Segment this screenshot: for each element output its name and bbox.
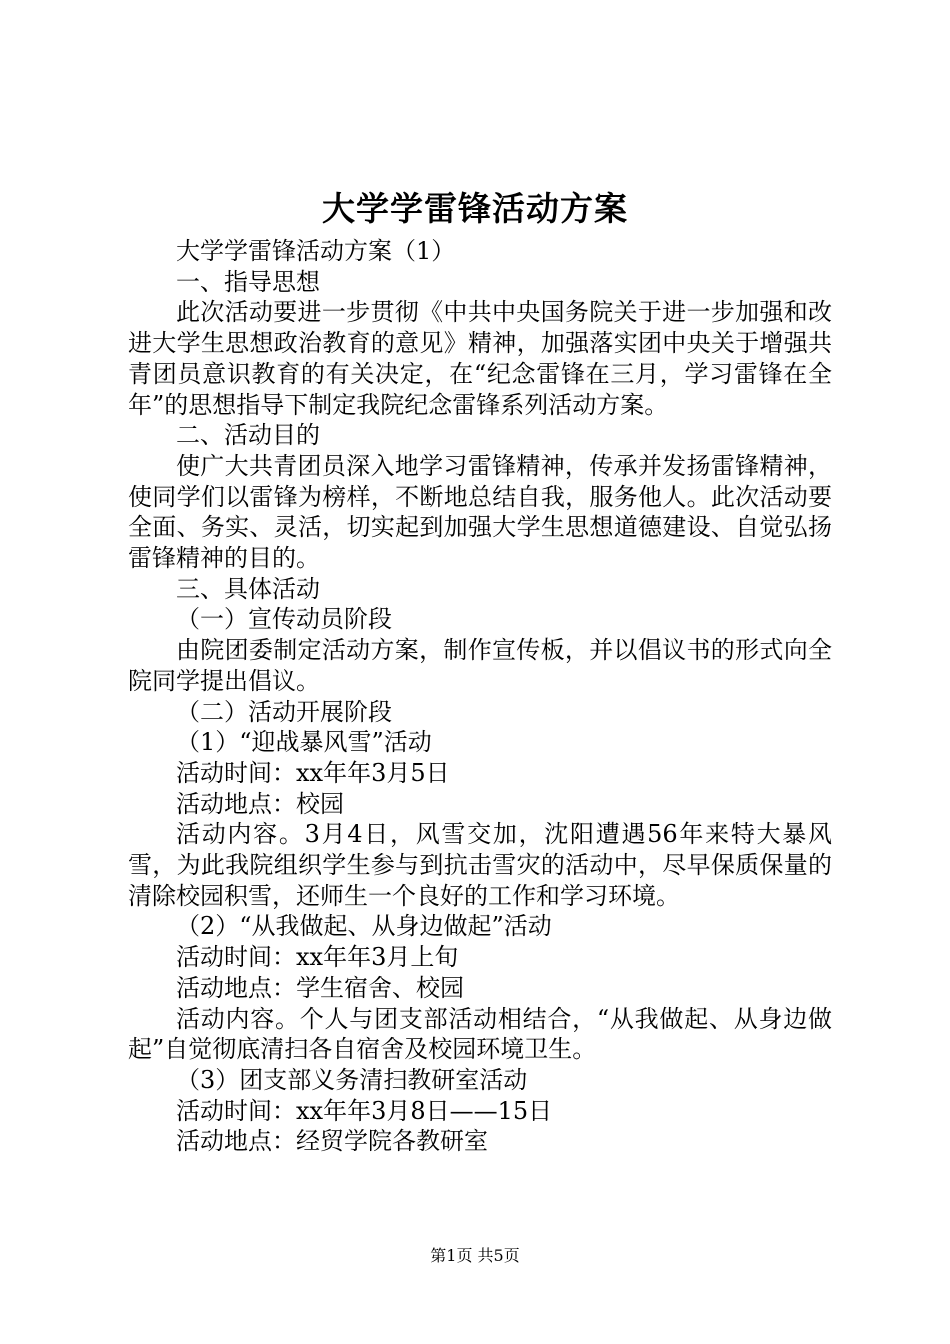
paragraph-activity-1-heading: （1）“迎战暴风雪”活动 <box>176 728 432 757</box>
paragraph-activity-3-heading: （3）团支部义务清扫教研室活动 <box>176 1065 528 1094</box>
paragraph-activity-1-content: 活动内容。3月4日，风雪交加，沈阳遭遇56年来特大暴风雪，为此我院组织学生参与到抗击雪灾的活动中，尽早保质保量的清除校园积雪，还师生一个良好的工作和学习环境。 <box>128 820 832 910</box>
paragraph-activity-1-place: 活动地点：校园 <box>176 789 344 818</box>
paragraph-activity-purpose: 使广大共青团员深入地学习雷锋精神，传承并发扬雷锋精神，使同学们以雷锋为榜样，不断地总结自我，服务他人。此次活动要全面、务实、灵活，切实起到加强大学生思想道德建设、自觉弘扬雷锋精神的目的。 <box>128 451 832 573</box>
paragraph-section-2-heading: 二、活动目的 <box>176 421 320 450</box>
document-body <box>128 236 832 1157</box>
paragraph-activity-2-heading: （2）“从我做起、从身边做起”活动 <box>176 912 552 941</box>
paragraph-activity-2-time: 活动时间：xx年年3月上旬 <box>176 943 459 972</box>
paragraph-activity-3-place: 活动地点：经贸学院各教研室 <box>176 1127 488 1156</box>
page-title: 大学学雷锋活动方案 <box>322 189 628 228</box>
paragraph-stage-2-heading: （二）活动开展阶段 <box>176 697 392 726</box>
paragraph-activity-2-place: 活动地点：学生宿舍、校园 <box>176 973 464 1002</box>
paragraph-activity-2-content: 活动内容。个人与团支部活动相结合，“从我做起、从身边做起”自觉彻底清扫各自宿舍及校园环境卫生。 <box>128 1004 832 1064</box>
paragraph-guiding-ideology: 此次活动要进一步贯彻《中共中央国务院关于进一步加强和改进大学生思想政治教育的意见》精神，加强落实团中央关于增强共青团员意识教育的有关决定，在“纪念雷锋在三月，学习雷锋在全年”的思想指导下制定我院纪念雷锋系列活动方案。 <box>128 298 832 419</box>
paragraph-section-1-heading: 一、指导思想 <box>176 267 320 296</box>
paragraph-section-3-heading: 三、具体活动 <box>176 574 320 603</box>
page-footer: 第1页 共5页 <box>430 1246 520 1265</box>
paragraph-stage-1-heading: （一）宣传动员阶段 <box>176 605 392 634</box>
paragraph-activity-3-time: 活动时间：xx年年3月8日——15日 <box>176 1096 553 1125</box>
paragraph-activity-1-time: 活动时间：xx年年3月5日 <box>176 758 450 787</box>
paragraph-stage-1-content: 由院团委制定活动方案，制作宣传板，并以倡议书的形式向全院同学提出倡议。 <box>128 636 832 695</box>
paragraph-plan-heading: 大学学雷锋活动方案（1） <box>176 237 456 265</box>
